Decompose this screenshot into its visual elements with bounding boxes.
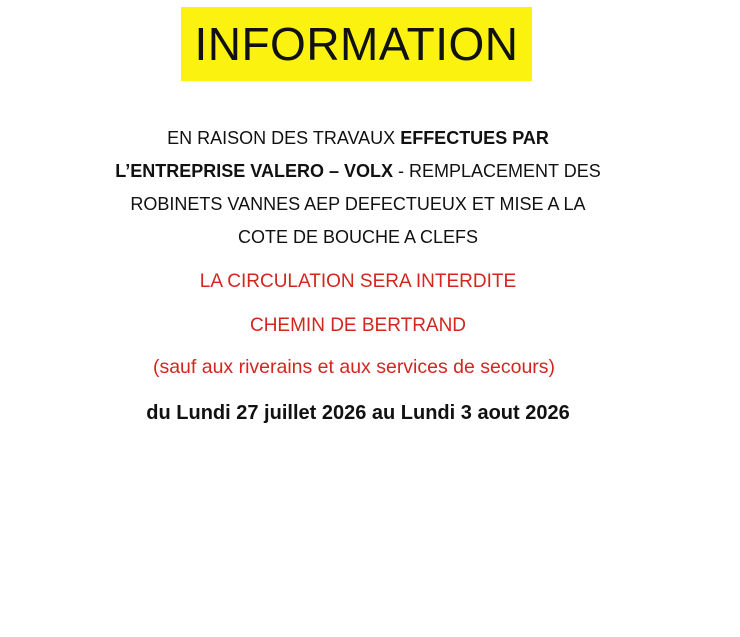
- contractor-name: L’ENTREPRISE VALERO – VOLX: [115, 161, 393, 181]
- works-line-3: ROBINETS VANNES AEP DEFECTUEUX ET MISE A LA: [130, 194, 586, 214]
- works-line-4: COTE DE BOUCHE A CLEFS: [237, 227, 479, 247]
- works-line-2: [0, 160, 728, 182]
- exception-note: (sauf aux riverains et aux services de secours): [152, 356, 556, 378]
- works-line-1-prefix: EN RAISON DES TRAVAUX: [167, 128, 401, 148]
- road-name: CHEMIN DE BERTRAND: [249, 315, 467, 336]
- traffic-ban-notice: LA CIRCULATION SERA INTERDITE: [199, 271, 517, 292]
- works-line-1-bold: EFFECTUES PAR: [400, 128, 549, 148]
- works-line-1: [0, 127, 728, 149]
- works-line-2-rest: - REMPLACEMENT DES: [393, 161, 601, 181]
- title-highlight: [181, 7, 532, 81]
- page-title: INFORMATION: [194, 18, 519, 70]
- date-range: du Lundi 27 juillet 2026 au Lundi 3 aout 2026: [146, 402, 570, 424]
